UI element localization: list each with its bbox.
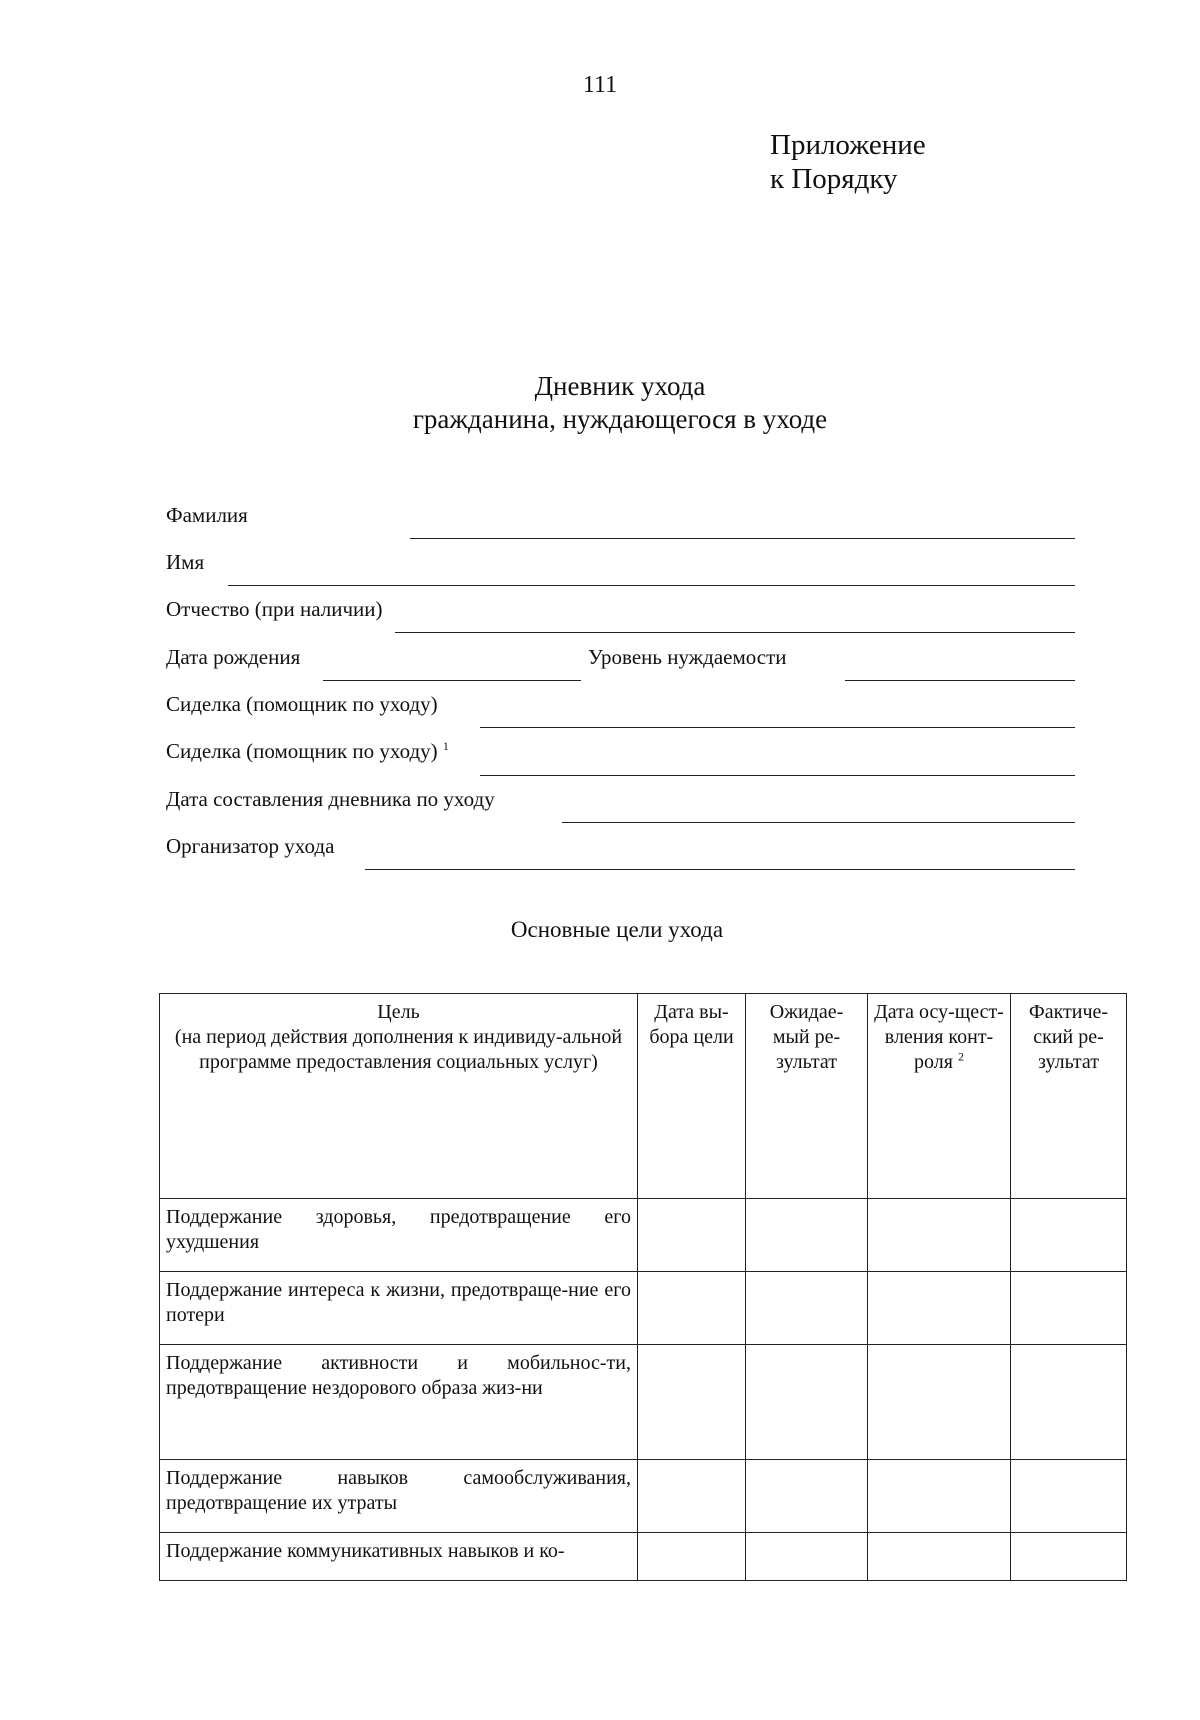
control-date-cell[interactable] bbox=[868, 1272, 1011, 1345]
table-row bbox=[160, 1272, 1127, 1345]
goal-header-subtitle: (на период действия дополнения к индивиду-альной программе предоставления социальных услуг) bbox=[174, 1026, 623, 1073]
expected-result-column-header: Ожидае-мый ре-зультат bbox=[746, 994, 868, 1199]
selection-date-cell[interactable] bbox=[638, 1199, 746, 1272]
surname-field[interactable] bbox=[410, 538, 1075, 539]
birth-date-field[interactable] bbox=[323, 680, 581, 681]
goals-table bbox=[159, 993, 1127, 1581]
caregiver-field[interactable] bbox=[480, 727, 1075, 728]
section-title: Основные цели ухода bbox=[510, 917, 724, 942]
goal-cell: Поддержание здоровья, предотвращение его ухудшения bbox=[160, 1199, 638, 1272]
table-row bbox=[160, 1460, 1127, 1533]
selection-date-cell[interactable] bbox=[638, 1533, 746, 1581]
footnote-1-marker: 1 bbox=[442, 739, 449, 753]
control-date-column-header bbox=[868, 994, 1011, 1199]
control-date-cell[interactable] bbox=[868, 1533, 1011, 1581]
need-level-field[interactable] bbox=[845, 680, 1075, 681]
expected-result-cell[interactable] bbox=[746, 1533, 868, 1581]
surname-label: Фамилия bbox=[166, 503, 248, 527]
actual-result-cell[interactable] bbox=[1011, 1345, 1127, 1460]
organizer-field[interactable] bbox=[365, 869, 1075, 870]
actual-result-cell[interactable] bbox=[1011, 1199, 1127, 1272]
goal-cell: Поддержание навыков самообслуживания, предотвращение их утраты bbox=[160, 1460, 638, 1533]
table-row bbox=[160, 1533, 1127, 1581]
selection-date-cell[interactable] bbox=[638, 1345, 746, 1460]
expected-result-cell[interactable] bbox=[746, 1272, 868, 1345]
title-line-2: гражданина, нуждающегося в уходе bbox=[412, 404, 828, 434]
selection-date-column-header: Дата вы-бора цели bbox=[638, 994, 746, 1199]
goal-column-header bbox=[160, 994, 638, 1199]
control-date-cell[interactable] bbox=[868, 1345, 1011, 1460]
name-field[interactable] bbox=[228, 585, 1075, 586]
caregiver-label: Сиделка (помощник по уходу) bbox=[166, 692, 438, 716]
actual-result-cell[interactable] bbox=[1011, 1533, 1127, 1581]
appendix-line-2: к Порядку bbox=[770, 163, 898, 195]
name-label: Имя bbox=[166, 550, 205, 574]
appendix-heading bbox=[770, 128, 926, 196]
caregiver-2-label-text: Сиделка (помощник по уходу) bbox=[166, 739, 438, 763]
selection-date-cell[interactable] bbox=[638, 1460, 746, 1533]
appendix-line-1: Приложение bbox=[770, 129, 926, 161]
caregiver-2-label bbox=[166, 739, 449, 764]
expected-result-cell[interactable] bbox=[746, 1199, 868, 1272]
table-row bbox=[160, 1345, 1127, 1460]
actual-result-cell[interactable] bbox=[1011, 1460, 1127, 1533]
control-date-cell[interactable] bbox=[868, 1199, 1011, 1272]
diary-date-field[interactable] bbox=[562, 822, 1075, 823]
organizer-label: Организатор ухода bbox=[166, 834, 335, 858]
birth-date-label: Дата рождения bbox=[166, 645, 301, 669]
control-date-cell[interactable] bbox=[868, 1460, 1011, 1533]
expected-result-cell[interactable] bbox=[746, 1460, 868, 1533]
actual-result-column-header: Фактиче-ский ре-зультат bbox=[1011, 994, 1127, 1199]
table-header-row bbox=[160, 994, 1127, 1199]
diary-date-label: Дата составления дневника по уходу bbox=[166, 787, 495, 811]
footnote-2-marker: 2 bbox=[957, 1049, 964, 1064]
patronymic-label: Отчество (при наличии) bbox=[166, 597, 383, 621]
caregiver-2-field[interactable] bbox=[480, 775, 1075, 776]
goal-cell: Поддержание активности и мобильнос-ти, предотвращение нездорового образа жиз-ни bbox=[160, 1345, 638, 1460]
page-number: 111 bbox=[582, 72, 618, 98]
goal-cell: Поддержание интереса к жизни, предотвраще-ние его потери bbox=[160, 1272, 638, 1345]
title-line-1: Дневник ухода bbox=[534, 371, 706, 401]
control-date-header-text: Дата осу-щест-вления конт-роля bbox=[874, 1001, 1004, 1073]
actual-result-cell[interactable] bbox=[1011, 1272, 1127, 1345]
patronymic-field[interactable] bbox=[395, 632, 1075, 633]
goal-cell: Поддержание коммуникативных навыков и ко- bbox=[160, 1533, 638, 1581]
goal-header-title: Цель bbox=[377, 1001, 420, 1023]
table-row bbox=[160, 1199, 1127, 1272]
document-title bbox=[0, 370, 1200, 436]
selection-date-cell[interactable] bbox=[638, 1272, 746, 1345]
need-level-label: Уровень нуждаемости bbox=[588, 645, 787, 669]
expected-result-cell[interactable] bbox=[746, 1345, 868, 1460]
